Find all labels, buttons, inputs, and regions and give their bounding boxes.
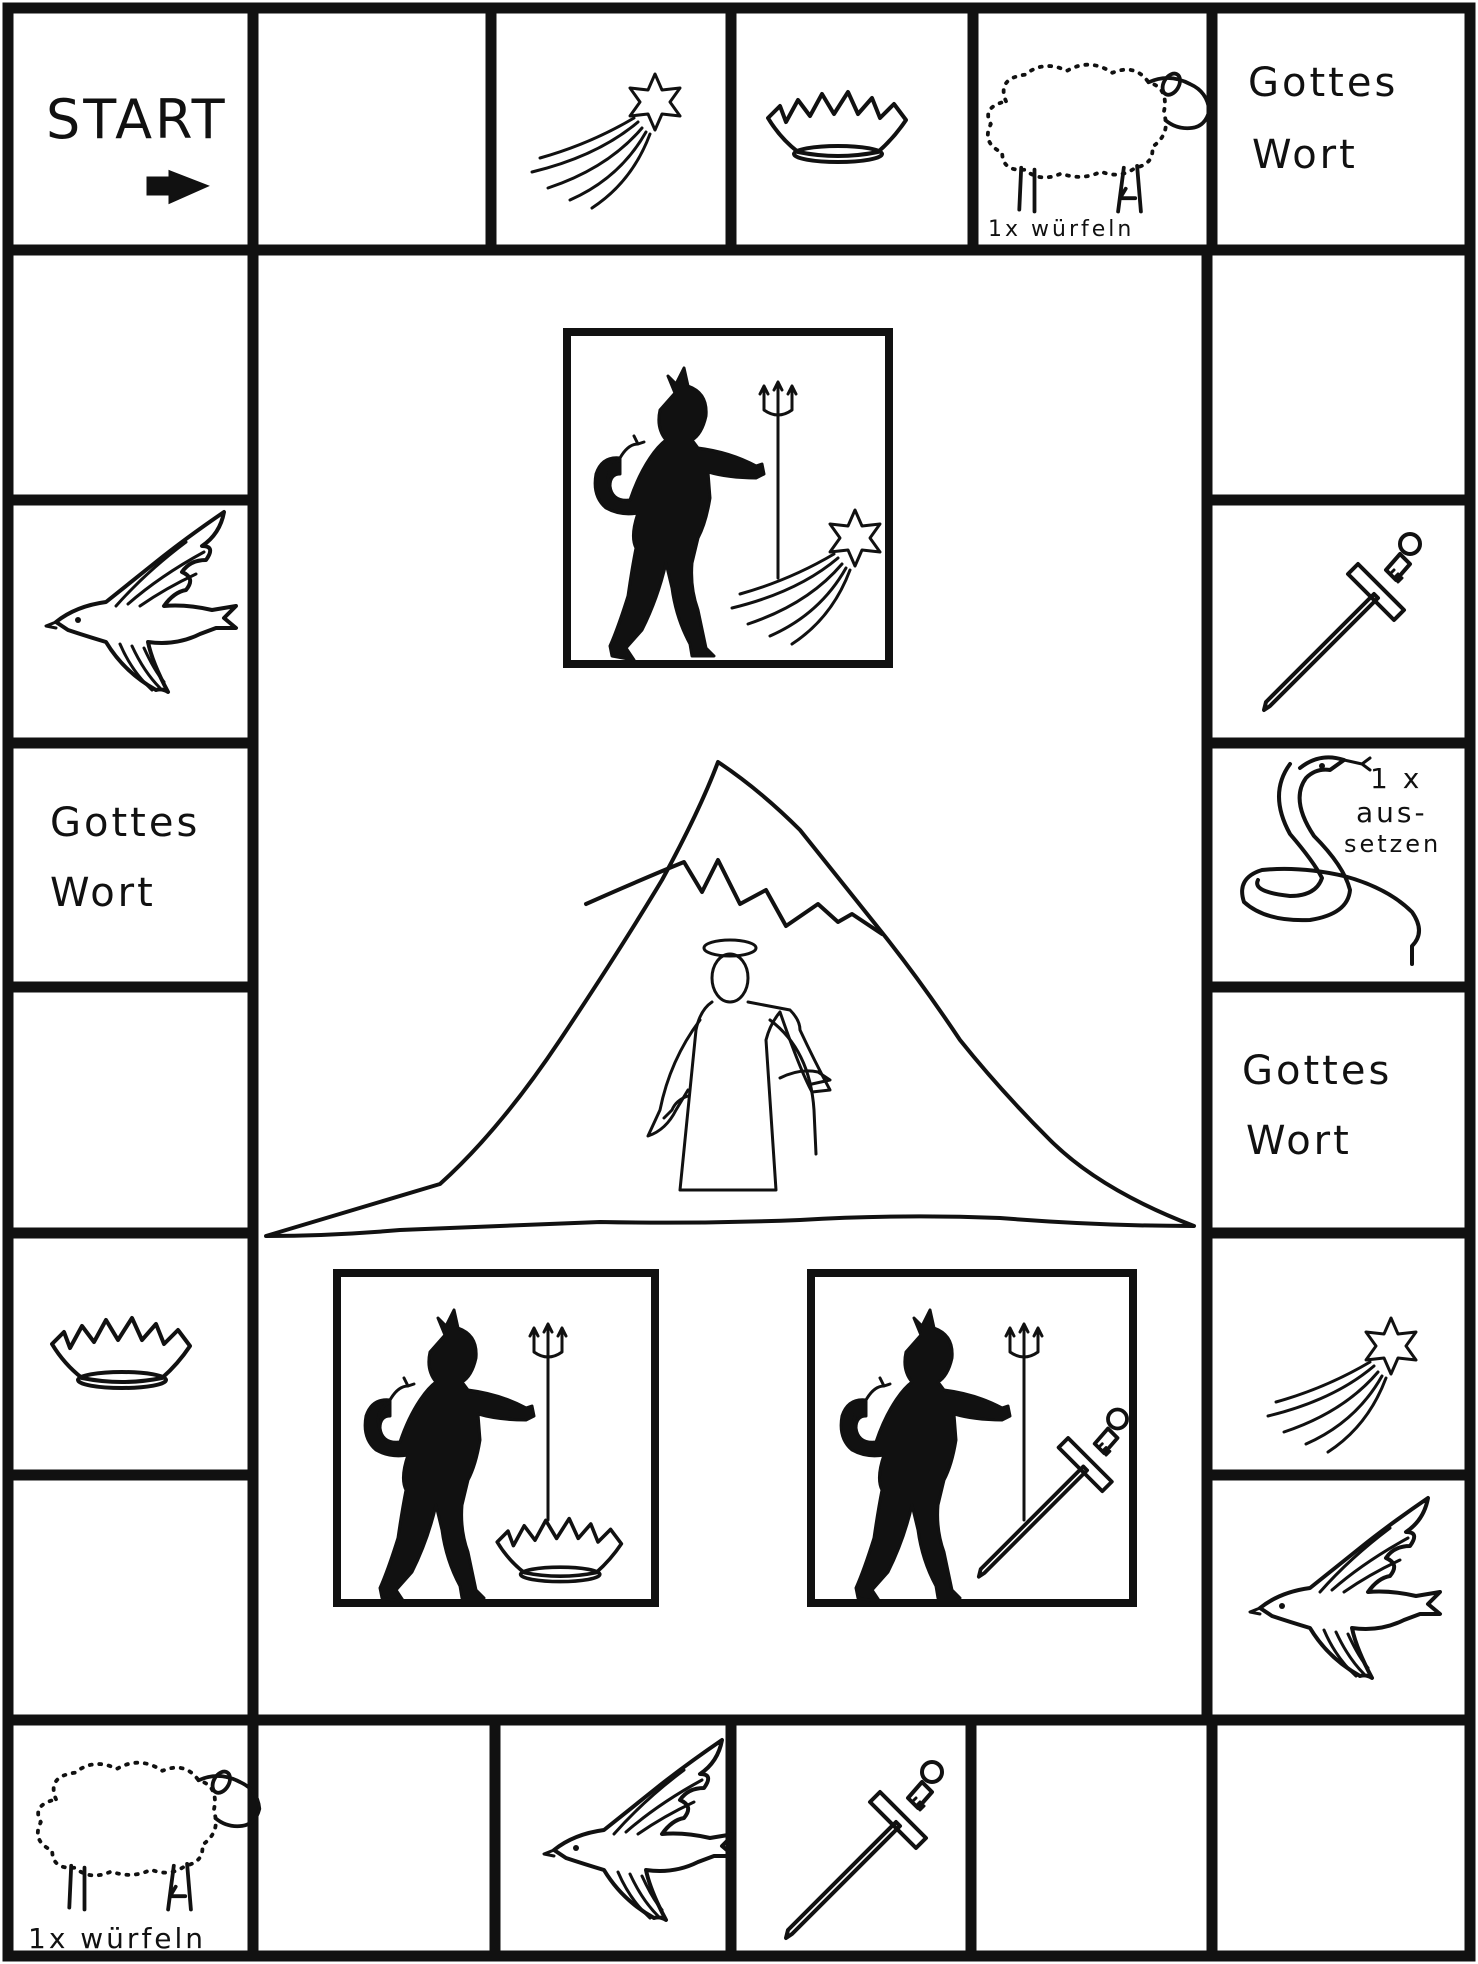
roll-once-label-top: 1x würfeln bbox=[988, 217, 1135, 242]
roll-once-label-bottom: 1x würfeln bbox=[28, 1922, 207, 1955]
skip-turn-line1: 1 x bbox=[1370, 762, 1423, 795]
arrow-right-icon bbox=[148, 172, 206, 202]
gottes-wort-line1: Gottes bbox=[1242, 1048, 1393, 1094]
gottes-wort-line1: Gottes bbox=[50, 800, 201, 846]
shooting-star-icon bbox=[532, 74, 680, 208]
space-gottes-wort-left[interactable] bbox=[50, 800, 200, 916]
card-devil-with-sword bbox=[811, 1273, 1133, 1603]
mountain-with-angel bbox=[266, 762, 1194, 1236]
space-gottes-wort-right[interactable] bbox=[1242, 1048, 1392, 1164]
card-devil-with-star bbox=[567, 332, 889, 664]
sheep-icon bbox=[988, 65, 1209, 212]
space-snake-right[interactable] bbox=[1242, 757, 1441, 964]
dove-icon bbox=[1250, 1498, 1440, 1678]
angel-icon bbox=[648, 940, 830, 1190]
start-label: START bbox=[46, 88, 228, 151]
dove-icon bbox=[544, 1740, 734, 1920]
dove-icon bbox=[46, 512, 236, 692]
space-start[interactable] bbox=[46, 88, 228, 202]
board-grid bbox=[8, 8, 1470, 1956]
sheep-icon bbox=[38, 1763, 259, 1910]
skip-turn-line3: setzen bbox=[1344, 830, 1442, 858]
space-sword-bottom[interactable] bbox=[786, 1762, 942, 1938]
space-dove-bottom[interactable] bbox=[544, 1740, 734, 1920]
space-sheep-top[interactable] bbox=[988, 65, 1209, 242]
space-shooting-star-right[interactable] bbox=[1268, 1318, 1416, 1452]
gottes-wort-line2: Wort bbox=[1246, 1118, 1352, 1164]
space-sheep-bottom[interactable] bbox=[28, 1763, 259, 1955]
space-dove-right[interactable] bbox=[1250, 1498, 1440, 1678]
sword-icon bbox=[786, 1762, 942, 1938]
crown-icon bbox=[768, 92, 906, 162]
crown-icon bbox=[52, 1318, 190, 1388]
shooting-star-icon bbox=[1268, 1318, 1416, 1452]
space-sword-right[interactable] bbox=[1264, 534, 1420, 710]
sword-icon bbox=[1264, 534, 1420, 710]
space-crown-left[interactable] bbox=[52, 1318, 190, 1388]
gottes-wort-line2: Wort bbox=[50, 870, 156, 916]
gottes-wort-line2: Wort bbox=[1252, 132, 1358, 178]
card-devil-with-crown bbox=[337, 1273, 655, 1603]
space-gottes-wort-top[interactable] bbox=[1248, 60, 1398, 178]
skip-turn-line2: aus- bbox=[1356, 796, 1428, 829]
space-crown-top[interactable] bbox=[768, 92, 906, 162]
mountain-icon bbox=[266, 762, 1194, 1236]
gottes-wort-line1: Gottes bbox=[1248, 60, 1399, 106]
space-shooting-star-top[interactable] bbox=[532, 74, 680, 208]
space-dove-left[interactable] bbox=[46, 512, 236, 692]
